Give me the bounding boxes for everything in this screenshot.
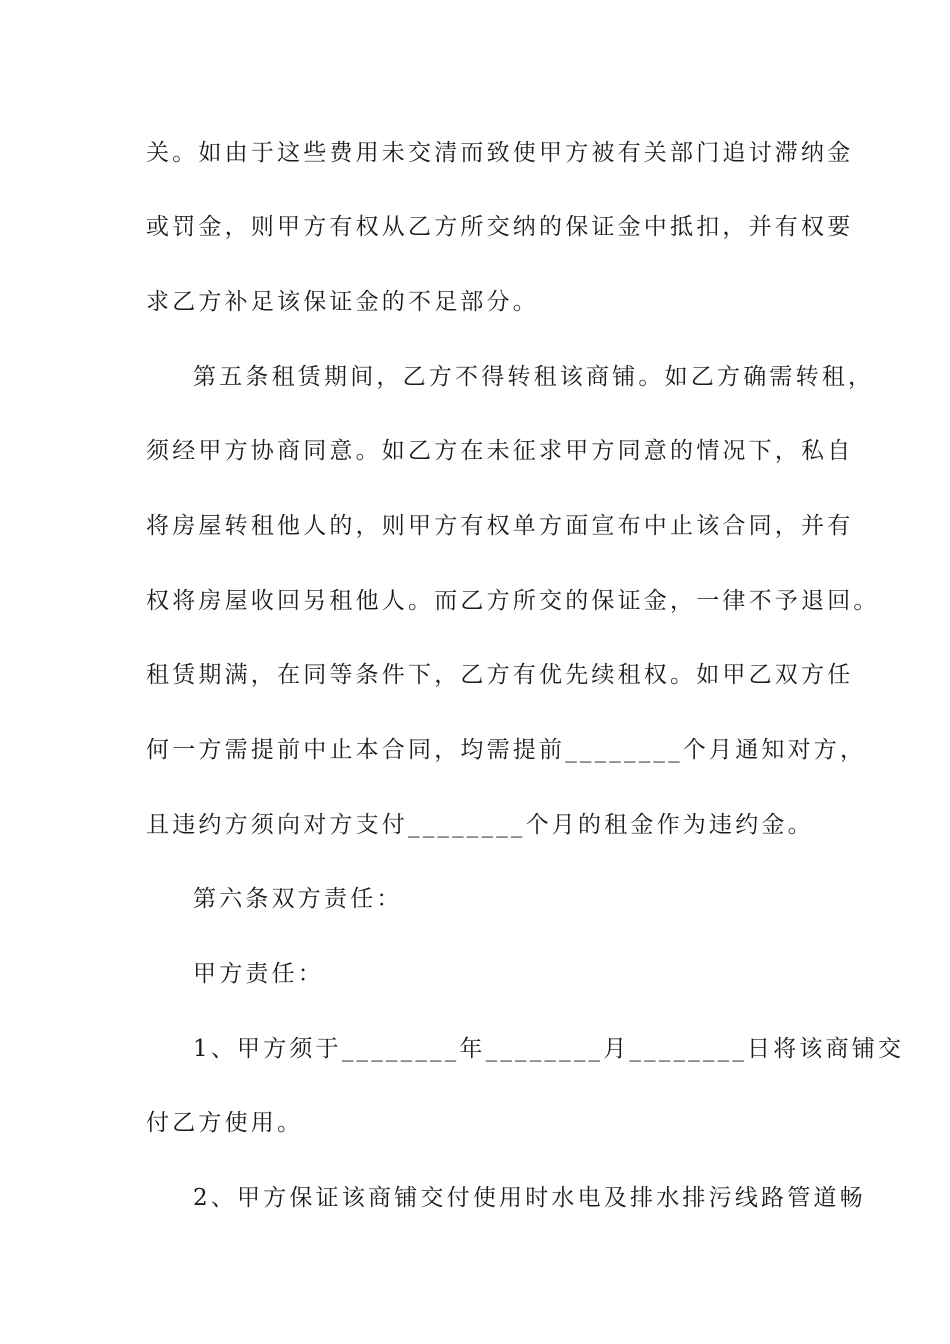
paragraph-line: 将房屋转租他人的，则甲方有权单方面宣布中止该合同，并有 [146, 513, 854, 539]
paragraph-line: 权将房屋收回另租他人。而乙方所交的保证金，一律不予退回。 [146, 588, 880, 614]
paragraph-line: 求乙方补足该保证金的不足部分。 [146, 289, 539, 315]
clause-2-line: 2、甲方保证该商铺交付使用时水电及排水排污线路管道畅 [193, 1185, 866, 1211]
paragraph-line: 或罚金，则甲方有权从乙方所交纳的保证金中抵扣，并有权要 [146, 214, 854, 240]
article-6-heading: 第六条双方责任： [193, 886, 403, 912]
paragraph-line: 须经甲方协商同意。如乙方在未征求甲方同意的情况下，私自 [146, 438, 854, 464]
paragraph-line: 租赁期满，在同等条件下，乙方有优先续租权。如甲乙双方任 [146, 662, 854, 688]
paragraph-line: 且违约方须向对方支付________个月的租金作为违约金。 [146, 812, 814, 838]
paragraph-line: 何一方需提前中止本合同，均需提前________个月通知对方， [146, 737, 867, 763]
paragraph-line: 付乙方使用。 [146, 1110, 304, 1136]
party-a-responsibility-heading: 甲方责任： [193, 961, 324, 987]
clause-1-line: 1、甲方须于________年________月________日将该商铺交 [193, 1036, 905, 1062]
article-5-heading-line: 第五条租赁期间，乙方不得转租该商铺。如乙方确需转租， [193, 364, 875, 390]
paragraph-line: 关。如由于这些费用未交清而致使甲方被有关部门追讨滞纳金 [146, 140, 854, 166]
